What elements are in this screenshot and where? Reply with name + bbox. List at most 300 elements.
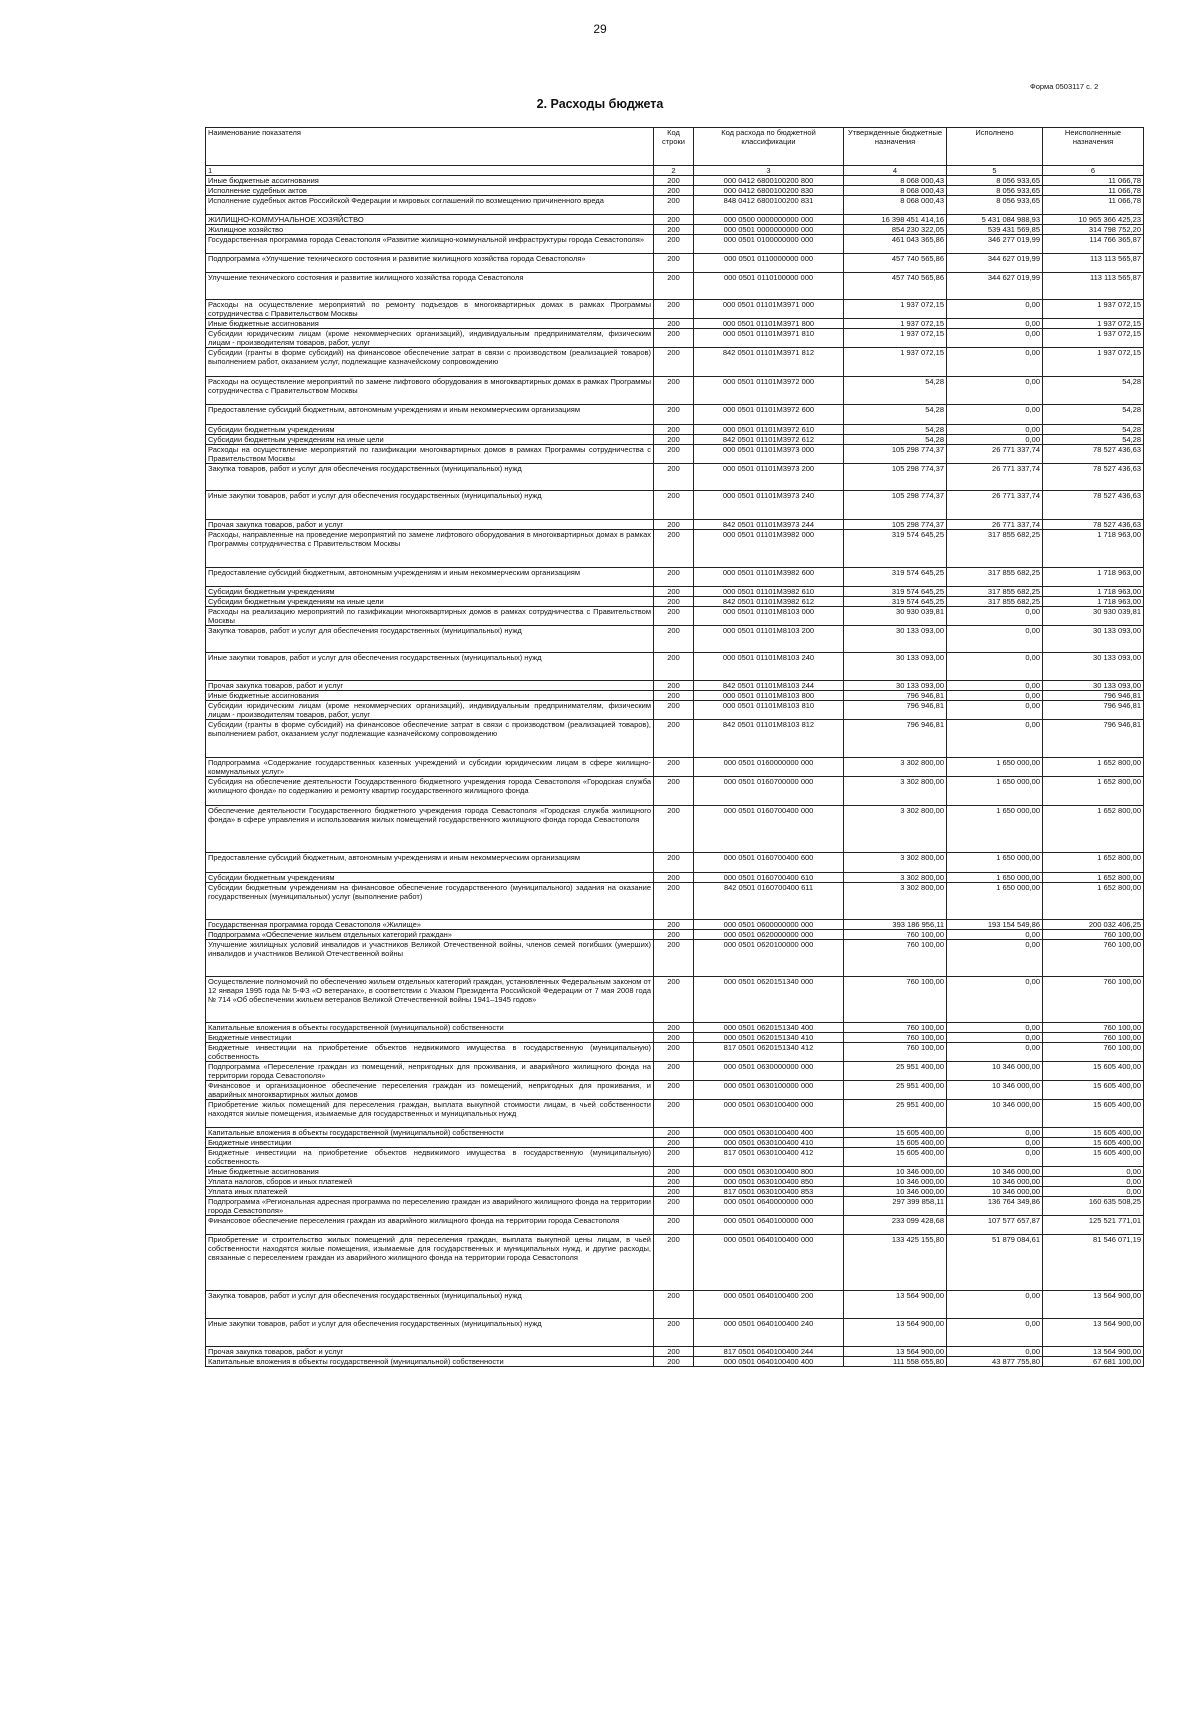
row-unexecuted: 30 133 093,00 <box>1043 681 1144 691</box>
row-approved: 1 937 072,15 <box>844 329 947 348</box>
row-line-code: 200 <box>654 1291 694 1319</box>
row-name: Подпрограмма «Переселение граждан из помещений, непригодных для проживания, и аварийного жилищного фонда на территории города Севастополя» <box>206 1062 654 1081</box>
row-class-code: 842 0501 01101M8103 244 <box>694 681 844 691</box>
row-line-code: 200 <box>654 758 694 777</box>
row-line-code: 200 <box>654 853 694 873</box>
row-name: Расходы, направленные на проведение мероприятий по замене лифтового оборудования в многоквартирных домах в рамках Программы сотрудничества с Правительством Москвы <box>206 530 654 568</box>
row-unexecuted: 796 946,81 <box>1043 720 1144 758</box>
row-line-code: 200 <box>654 777 694 806</box>
row-approved: 25 951 400,00 <box>844 1062 947 1081</box>
row-class-code: 817 0501 0630100400 853 <box>694 1187 844 1197</box>
row-approved: 133 425 155,80 <box>844 1235 947 1291</box>
row-unexecuted: 760 100,00 <box>1043 977 1144 1023</box>
row-class-code: 000 0501 0640100400 240 <box>694 1319 844 1347</box>
row-unexecuted: 760 100,00 <box>1043 1023 1144 1033</box>
row-line-code: 200 <box>654 348 694 377</box>
row-approved: 297 399 858,11 <box>844 1197 947 1216</box>
row-name: Субсидии бюджетным учреждениям на иные цели <box>206 597 654 607</box>
row-approved: 13 564 900,00 <box>844 1319 947 1347</box>
row-line-code: 200 <box>654 445 694 464</box>
row-unexecuted: 114 766 365,87 <box>1043 235 1144 254</box>
row-unexecuted: 1 937 072,15 <box>1043 329 1144 348</box>
table-row <box>206 1023 1144 1033</box>
row-approved: 457 740 565,86 <box>844 254 947 273</box>
row-name: Государственная программа города Севастополя «Жилище» <box>206 920 654 930</box>
table-row <box>206 254 1144 273</box>
row-approved: 105 298 774,37 <box>844 520 947 530</box>
row-line-code: 200 <box>654 1347 694 1357</box>
table-row <box>206 186 1144 196</box>
row-approved: 30 133 093,00 <box>844 653 947 681</box>
row-executed: 10 346 000,00 <box>947 1187 1043 1197</box>
row-name: Субсидия на обеспечение деятельности Государственного бюджетного учреждения города Севастополя «Городская служба жилищного фонда» по содержанию и ремонту квартир государственного жилищного фонда <box>206 777 654 806</box>
row-line-code: 200 <box>654 1216 694 1235</box>
row-approved: 3 302 800,00 <box>844 883 947 920</box>
row-executed: 317 855 682,25 <box>947 587 1043 597</box>
column-number: 1 <box>206 166 654 176</box>
table-row <box>206 1167 1144 1177</box>
table-row <box>206 329 1144 348</box>
table-row <box>206 1197 1144 1216</box>
row-line-code: 200 <box>654 1043 694 1062</box>
row-name: Подпрограмма «Улучшение технического состояния и развитие жилищного хозяйства города Севастополя» <box>206 254 654 273</box>
row-name: Расходы на осуществление мероприятий по газификации многоквартирных домов в рамках Программы сотрудничества с Правительством Москвы <box>206 445 654 464</box>
row-line-code: 200 <box>654 607 694 626</box>
row-class-code: 000 0501 0630100400 850 <box>694 1177 844 1187</box>
section-title: 2. Расходы бюджета <box>536 97 664 111</box>
row-line-code: 200 <box>654 329 694 348</box>
row-class-code: 000 0501 01101M8103 000 <box>694 607 844 626</box>
table-row <box>206 530 1144 568</box>
row-approved: 25 951 400,00 <box>844 1081 947 1100</box>
row-unexecuted: 1 718 963,00 <box>1043 587 1144 597</box>
table-row <box>206 777 1144 806</box>
row-name: Иные закупки товаров, работ и услуг для обеспечения государственных (муниципальных) нужд <box>206 491 654 520</box>
row-class-code: 000 0501 0160700000 000 <box>694 777 844 806</box>
row-class-code: 000 0501 0630100400 000 <box>694 1100 844 1128</box>
row-unexecuted: 1 937 072,15 <box>1043 300 1144 319</box>
table-row <box>206 491 1144 520</box>
row-class-code: 000 0501 01101M3973 200 <box>694 464 844 491</box>
column-number: 5 <box>947 166 1043 176</box>
row-line-code: 200 <box>654 300 694 319</box>
row-executed: 0,00 <box>947 681 1043 691</box>
row-line-code: 200 <box>654 254 694 273</box>
row-line-code: 200 <box>654 1197 694 1216</box>
table-row <box>206 273 1144 300</box>
row-unexecuted: 81 546 071,19 <box>1043 1235 1144 1291</box>
row-name: Иные бюджетные ассигнования <box>206 176 654 186</box>
row-approved: 105 298 774,37 <box>844 491 947 520</box>
row-name: Подпрограмма «Обеспечение жильем отдельных категорий граждан» <box>206 930 654 940</box>
table-row <box>206 464 1144 491</box>
row-name: Субсидии бюджетным учреждениям на финансовое обеспечение государственного (муниципального) задания на оказание государственных (муниципальных) услуг (выполнение работ) <box>206 883 654 920</box>
table-row <box>206 883 1144 920</box>
row-executed: 5 431 084 988,93 <box>947 215 1043 225</box>
row-class-code: 000 0501 0160000000 000 <box>694 758 844 777</box>
row-unexecuted: 1 937 072,15 <box>1043 319 1144 329</box>
table-row <box>206 977 1144 1023</box>
row-class-code: 000 0501 01101M3973 240 <box>694 491 844 520</box>
row-executed: 1 650 000,00 <box>947 806 1043 853</box>
row-line-code: 200 <box>654 435 694 445</box>
row-class-code: 000 0501 01101M3972 000 <box>694 377 844 405</box>
row-executed: 0,00 <box>947 319 1043 329</box>
row-class-code: 000 0501 0630100400 400 <box>694 1128 844 1138</box>
header-approved: Утвержденные бюджетные назначения <box>844 128 947 166</box>
row-line-code: 200 <box>654 215 694 225</box>
row-name: Приобретение и строительство жилых помещений для переселения граждан, выплата выкупной цены лицам, в чьей собственности находятся жилые помещения, изымаемые для государственных и муниципальных нужд, и другие расходы, связанные с переселением граждан из аварийного жилищного фонда на территории города Севастополя <box>206 1235 654 1291</box>
row-name: Улучшение жилищных условий инвалидов и участников Великой Отечественной войны, членов семей погибших (умерших) инвалидов и участников Великой Отечественной войны <box>206 940 654 977</box>
row-executed: 0,00 <box>947 1033 1043 1043</box>
table-row <box>206 1291 1144 1319</box>
row-name: Уплата иных платежей <box>206 1187 654 1197</box>
row-unexecuted: 1 652 800,00 <box>1043 853 1144 873</box>
row-unexecuted: 1 652 800,00 <box>1043 758 1144 777</box>
row-executed: 1 650 000,00 <box>947 883 1043 920</box>
row-executed: 136 764 349,86 <box>947 1197 1043 1216</box>
row-executed: 1 650 000,00 <box>947 777 1043 806</box>
table-row <box>206 597 1144 607</box>
row-line-code: 200 <box>654 530 694 568</box>
row-class-code: 817 0501 0630100400 412 <box>694 1148 844 1167</box>
row-unexecuted: 54,28 <box>1043 405 1144 425</box>
table-row <box>206 758 1144 777</box>
row-approved: 13 564 900,00 <box>844 1347 947 1357</box>
row-executed: 8 056 933,65 <box>947 186 1043 196</box>
table-row <box>206 681 1144 691</box>
row-unexecuted: 1 652 800,00 <box>1043 883 1144 920</box>
row-unexecuted: 15 605 400,00 <box>1043 1062 1144 1081</box>
table-row <box>206 235 1144 254</box>
row-executed: 0,00 <box>947 1023 1043 1033</box>
row-line-code: 200 <box>654 464 694 491</box>
row-approved: 760 100,00 <box>844 1033 947 1043</box>
row-name: Предоставление субсидий бюджетным, автономным учреждениям и иным некоммерческим организациям <box>206 405 654 425</box>
row-line-code: 200 <box>654 1138 694 1148</box>
row-approved: 760 100,00 <box>844 930 947 940</box>
table-row <box>206 1357 1144 1367</box>
row-unexecuted: 1 718 963,00 <box>1043 568 1144 587</box>
row-executed: 107 577 657,87 <box>947 1216 1043 1235</box>
row-executed: 0,00 <box>947 1291 1043 1319</box>
row-unexecuted: 13 564 900,00 <box>1043 1291 1144 1319</box>
row-unexecuted: 30 133 093,00 <box>1043 653 1144 681</box>
table-row <box>206 1033 1144 1043</box>
row-line-code: 200 <box>654 491 694 520</box>
table-row <box>206 920 1144 930</box>
row-line-code: 200 <box>654 1033 694 1043</box>
row-class-code: 000 0501 01101M3971 810 <box>694 329 844 348</box>
row-class-code: 000 0501 0160700400 600 <box>694 853 844 873</box>
row-executed: 0,00 <box>947 348 1043 377</box>
row-approved: 760 100,00 <box>844 1043 947 1062</box>
row-line-code: 200 <box>654 653 694 681</box>
row-class-code: 817 0501 0640100400 244 <box>694 1347 844 1357</box>
row-name: Субсидии бюджетным учреждениям <box>206 425 654 435</box>
row-line-code: 200 <box>654 186 694 196</box>
table-row <box>206 377 1144 405</box>
row-approved: 3 302 800,00 <box>844 777 947 806</box>
row-name: Расходы на реализацию мероприятий по газификации многоквартирных домов в рамках сотрудничества с Правительством Москвы <box>206 607 654 626</box>
row-class-code: 000 0501 01101M3973 000 <box>694 445 844 464</box>
row-line-code: 200 <box>654 405 694 425</box>
row-executed: 10 346 000,00 <box>947 1062 1043 1081</box>
row-line-code: 200 <box>654 1187 694 1197</box>
row-class-code: 000 0501 0620151340 000 <box>694 977 844 1023</box>
row-line-code: 200 <box>654 1100 694 1128</box>
row-name: Капитальные вложения в объекты государственной (муниципальной) собственности <box>206 1357 654 1367</box>
row-executed: 1 650 000,00 <box>947 873 1043 883</box>
form-reference: Форма 0503117 с. 2 <box>1030 82 1099 91</box>
row-unexecuted: 15 605 400,00 <box>1043 1128 1144 1138</box>
row-unexecuted: 796 946,81 <box>1043 691 1144 701</box>
row-name: Закупка товаров, работ и услуг для обеспечения государственных (муниципальных) нужд <box>206 1291 654 1319</box>
row-name: Субсидии бюджетным учреждениям <box>206 873 654 883</box>
row-approved: 105 298 774,37 <box>844 445 947 464</box>
row-line-code: 200 <box>654 1128 694 1138</box>
row-executed: 10 346 000,00 <box>947 1100 1043 1128</box>
row-executed: 317 855 682,25 <box>947 568 1043 587</box>
row-line-code: 200 <box>654 1235 694 1291</box>
table-row <box>206 720 1144 758</box>
row-name: Иные бюджетные ассигнования <box>206 319 654 329</box>
expenditure-table <box>205 127 1144 1367</box>
row-line-code: 200 <box>654 626 694 653</box>
row-approved: 319 574 645,25 <box>844 568 947 587</box>
row-class-code: 000 0501 0620151340 400 <box>694 1023 844 1033</box>
row-unexecuted: 125 521 771,01 <box>1043 1216 1144 1235</box>
row-executed: 43 877 755,80 <box>947 1357 1043 1367</box>
row-approved: 233 099 428,68 <box>844 1216 947 1235</box>
table-header-row <box>206 128 1144 166</box>
row-approved: 796 946,81 <box>844 691 947 701</box>
row-unexecuted: 13 564 900,00 <box>1043 1319 1144 1347</box>
header-line-code: Код строки <box>654 128 694 166</box>
row-class-code: 000 0501 01101M3982 000 <box>694 530 844 568</box>
table-row <box>206 653 1144 681</box>
row-approved: 16 398 451 414,16 <box>844 215 947 225</box>
row-unexecuted: 30 133 093,00 <box>1043 626 1144 653</box>
row-name: Исполнение судебных актов <box>206 186 654 196</box>
row-class-code: 000 0501 0110000000 000 <box>694 254 844 273</box>
table-row <box>206 873 1144 883</box>
row-approved: 15 605 400,00 <box>844 1138 947 1148</box>
row-executed: 8 056 933,65 <box>947 196 1043 215</box>
row-class-code: 000 0501 0630000000 000 <box>694 1062 844 1081</box>
row-executed: 1 650 000,00 <box>947 758 1043 777</box>
table-row <box>206 435 1144 445</box>
table-row <box>206 1138 1144 1148</box>
row-executed: 51 879 084,61 <box>947 1235 1043 1291</box>
row-class-code: 000 0412 6800100200 800 <box>694 176 844 186</box>
table-row <box>206 1081 1144 1100</box>
row-unexecuted: 0,00 <box>1043 1167 1144 1177</box>
row-approved: 8 068 000,43 <box>844 176 947 186</box>
row-name: Прочая закупка товаров, работ и услуг <box>206 1347 654 1357</box>
table-row <box>206 940 1144 977</box>
row-approved: 3 302 800,00 <box>844 758 947 777</box>
row-unexecuted: 314 798 752,20 <box>1043 225 1144 235</box>
row-executed: 0,00 <box>947 1043 1043 1062</box>
row-class-code: 000 0501 0160700400 610 <box>694 873 844 883</box>
row-line-code: 200 <box>654 691 694 701</box>
row-unexecuted: 1 652 800,00 <box>1043 873 1144 883</box>
row-executed: 344 627 019,99 <box>947 273 1043 300</box>
row-executed: 0,00 <box>947 607 1043 626</box>
row-executed: 317 855 682,25 <box>947 597 1043 607</box>
row-class-code: 842 0501 01101M3972 612 <box>694 435 844 445</box>
row-class-code: 842 0501 01101M3982 612 <box>694 597 844 607</box>
row-class-code: 000 0501 01101M8103 800 <box>694 691 844 701</box>
row-class-code: 848 0412 6800100200 831 <box>694 196 844 215</box>
row-name: Подпрограмма «Региональная адресная программа по переселению граждан из аварийного жилищного фонда на территории города Севастополя» <box>206 1197 654 1216</box>
row-approved: 796 946,81 <box>844 701 947 720</box>
table-row <box>206 691 1144 701</box>
row-unexecuted: 78 527 436,63 <box>1043 445 1144 464</box>
table-row <box>206 196 1144 215</box>
row-executed: 346 277 019,99 <box>947 235 1043 254</box>
row-executed: 10 346 000,00 <box>947 1177 1043 1187</box>
row-name: Жилищное хозяйство <box>206 225 654 235</box>
row-name: ЖИЛИЩНО-КОММУНАЛЬНОЕ ХОЗЯЙСТВО <box>206 215 654 225</box>
table-row <box>206 405 1144 425</box>
row-unexecuted: 15 605 400,00 <box>1043 1138 1144 1148</box>
row-executed: 0,00 <box>947 1148 1043 1167</box>
row-unexecuted: 78 527 436,63 <box>1043 520 1144 530</box>
row-class-code: 000 0501 01101M3971 000 <box>694 300 844 319</box>
row-class-code: 842 0501 01101M3971 812 <box>694 348 844 377</box>
row-class-code: 000 0501 0640000000 000 <box>694 1197 844 1216</box>
table-row <box>206 1043 1144 1062</box>
row-executed: 26 771 337,74 <box>947 520 1043 530</box>
row-class-code: 000 0501 0640100400 200 <box>694 1291 844 1319</box>
row-approved: 3 302 800,00 <box>844 853 947 873</box>
row-line-code: 200 <box>654 319 694 329</box>
page-number: 29 <box>593 22 607 36</box>
column-number: 4 <box>844 166 947 176</box>
row-line-code: 200 <box>654 235 694 254</box>
table-row <box>206 215 1144 225</box>
row-approved: 105 298 774,37 <box>844 464 947 491</box>
row-unexecuted: 1 937 072,15 <box>1043 348 1144 377</box>
row-line-code: 200 <box>654 520 694 530</box>
row-line-code: 200 <box>654 681 694 691</box>
table-row <box>206 176 1144 186</box>
row-unexecuted: 0,00 <box>1043 1177 1144 1187</box>
table-row <box>206 1187 1144 1197</box>
table-row <box>206 1148 1144 1167</box>
row-line-code: 200 <box>654 1357 694 1367</box>
row-class-code: 000 0501 0640100000 000 <box>694 1216 844 1235</box>
row-line-code: 200 <box>654 425 694 435</box>
table-row <box>206 300 1144 319</box>
row-approved: 319 574 645,25 <box>844 587 947 597</box>
row-line-code: 200 <box>654 1148 694 1167</box>
row-executed: 0,00 <box>947 425 1043 435</box>
row-name: Субсидии юридическим лицам (кроме некоммерческих организаций), индивидуальным предпринимателям, физическим лицам - производителям товаров, работ, услуг <box>206 329 654 348</box>
row-unexecuted: 54,28 <box>1043 377 1144 405</box>
row-unexecuted: 11 066,78 <box>1043 186 1144 196</box>
row-class-code: 817 0501 0620151340 412 <box>694 1043 844 1062</box>
row-approved: 10 346 000,00 <box>844 1187 947 1197</box>
row-executed: 10 346 000,00 <box>947 1167 1043 1177</box>
row-line-code: 200 <box>654 977 694 1023</box>
row-unexecuted: 0,00 <box>1043 1187 1144 1197</box>
row-line-code: 200 <box>654 920 694 930</box>
row-unexecuted: 54,28 <box>1043 435 1144 445</box>
row-name: Субсидии (гранты в форме субсидий) на финансовое обеспечение затрат в связи с производством (реализацией товаров), выполнением работ, оказанием услуг подлежащие казначейскому сопровождению <box>206 720 654 758</box>
row-line-code: 200 <box>654 1177 694 1187</box>
table-row <box>206 1062 1144 1081</box>
table-row <box>206 1128 1144 1138</box>
row-class-code: 000 0501 0100000000 000 <box>694 235 844 254</box>
table-body <box>206 176 1144 1367</box>
table-row <box>206 853 1144 873</box>
row-class-code: 842 0501 0160700400 611 <box>694 883 844 920</box>
row-unexecuted: 760 100,00 <box>1043 940 1144 977</box>
row-approved: 30 930 039,81 <box>844 607 947 626</box>
row-unexecuted: 11 066,78 <box>1043 176 1144 186</box>
row-name: Капитальные вложения в объекты государственной (муниципальной) собственности <box>206 1128 654 1138</box>
row-name: Приобретение жилых помещений для переселения граждан, выплата выкупной стоимости лицам, в чьей собственности находятся жилые помещения, изымаемые для государственных и муниципальных нужд <box>206 1100 654 1128</box>
row-approved: 111 558 655,80 <box>844 1357 947 1367</box>
row-class-code: 842 0501 01101M8103 812 <box>694 720 844 758</box>
row-class-code: 000 0501 01101M3972 600 <box>694 405 844 425</box>
row-class-code: 000 0501 0160700400 000 <box>694 806 844 853</box>
row-name: Обеспечение деятельности Государственного бюджетного учреждения города Севастополя «Городская служба жилищного фонда» в сфере управления и использования жилых помещений государственного жилищного фонда города Севастополя <box>206 806 654 853</box>
table-row <box>206 587 1144 597</box>
row-line-code: 200 <box>654 940 694 977</box>
row-unexecuted: 760 100,00 <box>1043 930 1144 940</box>
row-name: Финансовое и организационное обеспечение переселения граждан из помещений, непригодных для проживания, и аварийных многоквартирных жилых домов <box>206 1081 654 1100</box>
row-unexecuted: 1 652 800,00 <box>1043 777 1144 806</box>
row-executed: 0,00 <box>947 329 1043 348</box>
row-unexecuted: 10 965 366 425,23 <box>1043 215 1144 225</box>
row-class-code: 000 0501 01101M3971 800 <box>694 319 844 329</box>
row-executed: 0,00 <box>947 1138 1043 1148</box>
row-class-code: 000 0500 0000000000 000 <box>694 215 844 225</box>
row-name: Предоставление субсидий бюджетным, автономным учреждениям и иным некоммерческим организациям <box>206 853 654 873</box>
row-line-code: 200 <box>654 273 694 300</box>
row-unexecuted: 78 527 436,63 <box>1043 491 1144 520</box>
row-name: Улучшение технического состояния и развитие жилищного хозяйства города Севастополя <box>206 273 654 300</box>
row-line-code: 200 <box>654 196 694 215</box>
table-row <box>206 607 1144 626</box>
row-line-code: 200 <box>654 930 694 940</box>
row-approved: 3 302 800,00 <box>844 806 947 853</box>
table-row <box>206 701 1144 720</box>
row-line-code: 200 <box>654 1167 694 1177</box>
row-unexecuted: 760 100,00 <box>1043 1043 1144 1062</box>
row-approved: 15 605 400,00 <box>844 1148 947 1167</box>
row-name: Капитальные вложения в объекты государственной (муниципальной) собственности <box>206 1023 654 1033</box>
row-class-code: 000 0501 01101M8103 240 <box>694 653 844 681</box>
row-executed: 193 154 549,86 <box>947 920 1043 930</box>
row-approved: 8 068 000,43 <box>844 196 947 215</box>
row-unexecuted: 796 946,81 <box>1043 701 1144 720</box>
row-line-code: 200 <box>654 1023 694 1033</box>
row-executed: 0,00 <box>947 701 1043 720</box>
table-row <box>206 930 1144 940</box>
row-class-code: 000 0501 01101M8103 810 <box>694 701 844 720</box>
row-name: Предоставление субсидий бюджетным, автономным учреждениям и иным некоммерческим организациям <box>206 568 654 587</box>
row-line-code: 200 <box>654 377 694 405</box>
row-name: Бюджетные инвестиции на приобретение объектов недвижимого имущества в государственную (муниципальную) собственность <box>206 1043 654 1062</box>
row-approved: 54,28 <box>844 425 947 435</box>
row-class-code: 000 0412 6800100200 830 <box>694 186 844 196</box>
row-approved: 760 100,00 <box>844 1023 947 1033</box>
